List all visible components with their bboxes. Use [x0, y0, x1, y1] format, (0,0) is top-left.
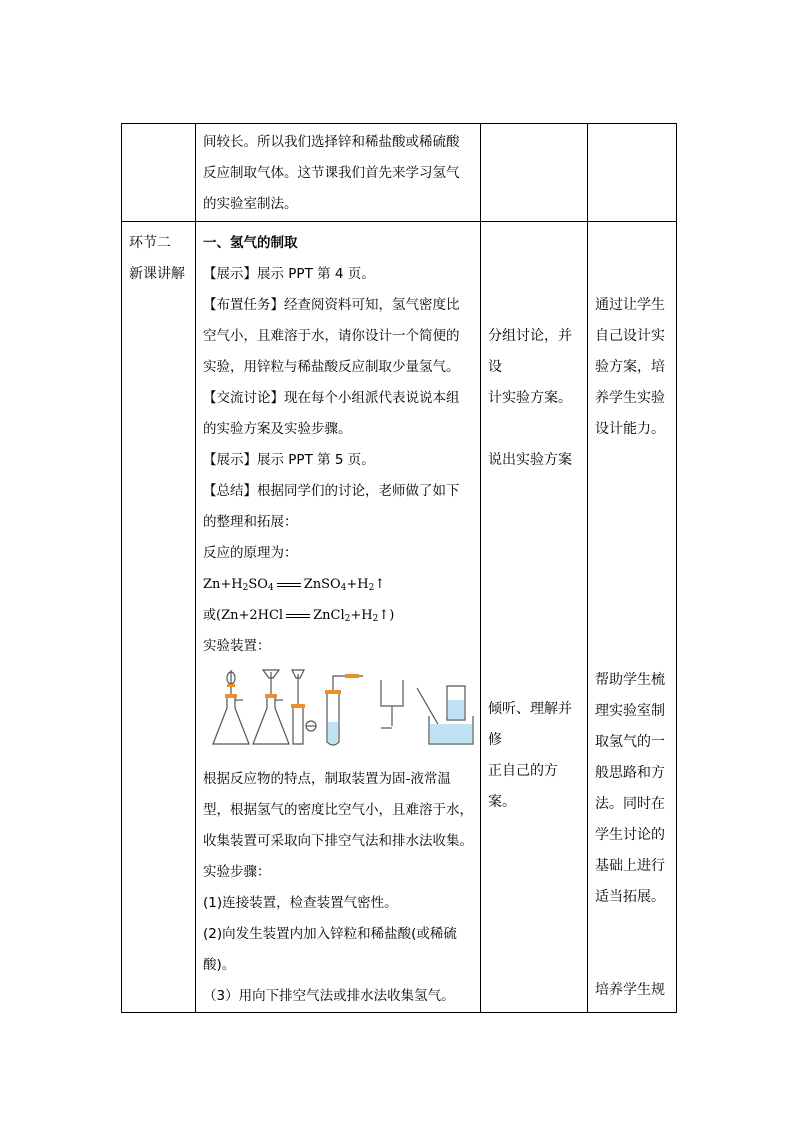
student-activity-cell	[481, 222, 588, 1013]
text-line: 【总结】根据同学们的讨论，老师做了如下	[203, 483, 460, 499]
text-line: 计实验方案。	[488, 390, 572, 406]
text-line: 般思路和方	[595, 765, 665, 781]
design-intent-cell	[588, 124, 677, 222]
text-line: 收集装置可采取向下排空气法和排水法收集。	[203, 833, 473, 849]
step-item: (2)向发生装置内加入锌粒和稀盐酸(或稀硫	[203, 926, 457, 942]
text-line: 实验步骤：	[203, 864, 271, 880]
design-intent-cell	[588, 222, 677, 1013]
text-line: 取氢气的一	[595, 734, 665, 750]
equation-1: $Zn+H_2SO_4$ $ZnSO_4+H_2↑$	[203, 577, 386, 593]
equals-sign	[277, 583, 301, 587]
equation-2: 或(Zn+2HCl $ZnCl_2+H_2↑$)	[203, 608, 395, 624]
text-line: 基础上进行	[595, 858, 665, 874]
lesson-plan-table	[121, 123, 677, 1013]
text-line: 【交流讨论】现在每个小组派代表说说本组	[203, 390, 460, 406]
text-line: 型，根据氢气的密度比空气小，且难溶于水，	[203, 802, 473, 818]
text-line: 反应制取气体。这节课我们首先来学习氢气	[203, 165, 460, 181]
text-line: 设计能力。	[595, 421, 665, 437]
text-line: 【布置任务】经查阅资料可知，氢气密度比	[203, 297, 460, 313]
text-line: 分组讨论，并设	[488, 328, 572, 375]
stage-cell	[122, 124, 196, 222]
text-line: 学生讨论的	[595, 827, 665, 843]
apparatus-illustration	[203, 666, 475, 760]
text-line: 根据反应物的特点，制取装置为固-液常温	[203, 771, 451, 787]
step-item: （3）用向下排空气法或排水法收集氢气。	[203, 988, 455, 1004]
text-line: 培养学生规	[595, 982, 665, 998]
text-line: 间较长。所以我们选择锌和稀盐酸或稀硫酸	[203, 134, 460, 150]
text-line: 验方案，培	[595, 359, 665, 375]
text-line: 的实验方案及实验步骤。	[203, 421, 352, 437]
text-line: 说出实验方案	[488, 452, 572, 468]
step-item: 酸)。	[203, 957, 236, 973]
text-line: 适当拓展。	[595, 889, 665, 905]
text-line: 通过让学生	[595, 297, 665, 313]
teacher-activity-cell	[196, 222, 481, 1013]
text-line: 倾听、理解并修	[488, 701, 572, 748]
text-line: 自己设计实	[595, 328, 665, 344]
stage-cell	[122, 222, 196, 1013]
text-line: 正自己的方案。	[488, 763, 558, 810]
text-line: 反应的原理为：	[203, 545, 298, 561]
text-line: 实验装置：	[203, 638, 271, 654]
text-line: 【展示】展示 PPT 第 5 页。	[203, 452, 375, 468]
section-heading: 一、氢气的制取	[203, 235, 298, 251]
student-activity-cell	[481, 124, 588, 222]
text-line: 理实验室制	[595, 703, 665, 719]
stage-line: 环节二	[129, 235, 171, 251]
step-item: (1)连接装置，检查装置气密性。	[203, 895, 398, 911]
text-line: 空气小，且难溶于水，请你设计一个简便的	[203, 328, 460, 344]
equals-sign	[286, 614, 310, 618]
teacher-activity-cell	[196, 124, 481, 222]
text-line: 【展示】展示 PPT 第 4 页。	[203, 266, 375, 282]
stage-line: 新课讲解	[129, 266, 185, 282]
text-line: 养学生实验	[595, 390, 665, 406]
apparatus-svg	[203, 666, 475, 748]
text-line: 的整理和拓展：	[203, 514, 298, 530]
table-row	[122, 222, 677, 1013]
text-line: 实验，用锌粒与稀盐酸反应制取少量氢气。	[203, 359, 460, 375]
text-line: 法。同时在	[595, 796, 665, 812]
text-line: 的实验室制法。	[203, 196, 298, 212]
text-line: 帮助学生梳	[595, 672, 665, 688]
table-row	[122, 124, 677, 222]
